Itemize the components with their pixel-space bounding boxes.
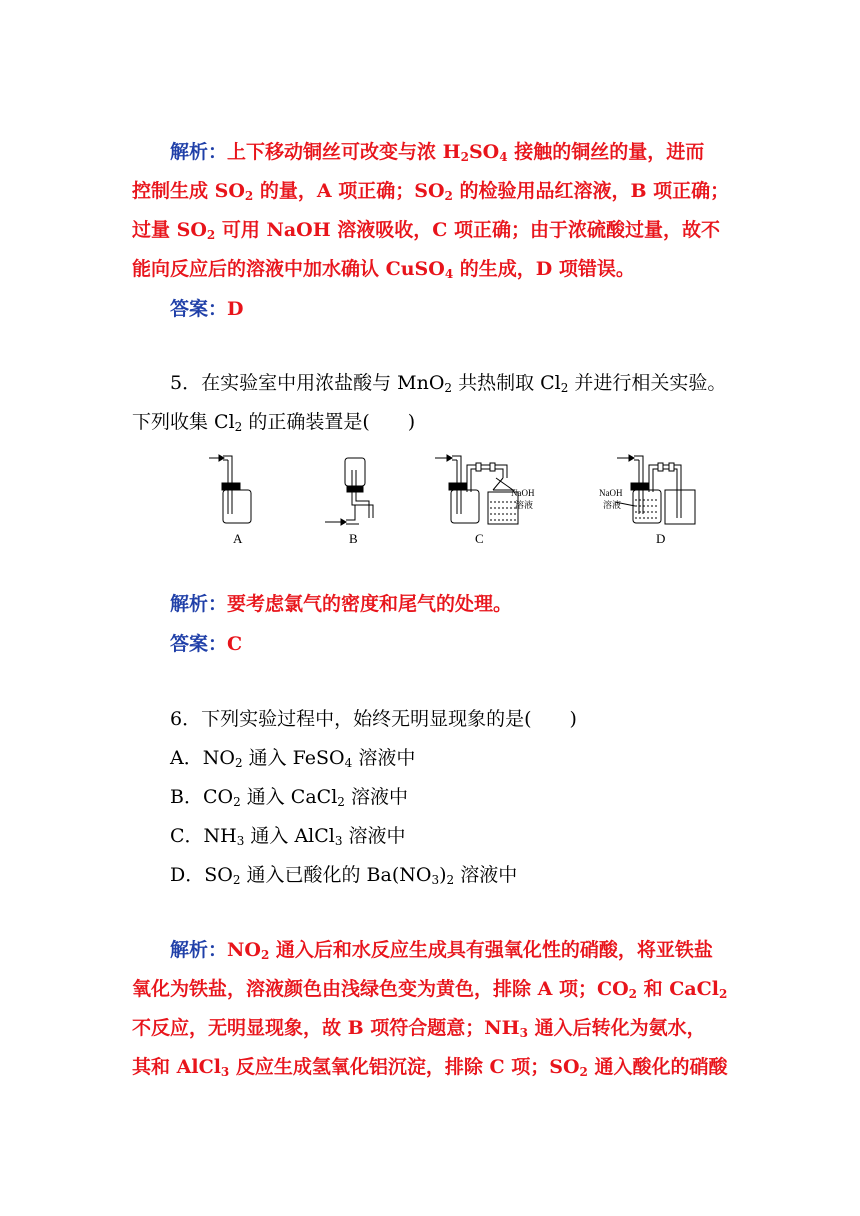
q6-analysis-line-3: 不反应，无明显现象，故 B 项符合题意；$NH_3$ 通入后转化为氨水，: [132, 1017, 706, 1040]
q4-answer-label: 答案：: [170, 298, 228, 320]
figure-label-a: A: [233, 531, 243, 546]
apparatus-d-solution-label: 溶液: [603, 500, 622, 510]
q6-stem: 6．下列实验过程中，始终无明显现象的是( ): [170, 708, 577, 730]
q4-answer-value: D: [227, 298, 244, 320]
q6-option-b: B．$CO_2$ 通入 CaCl$_2$ 溶液中: [170, 786, 408, 809]
q4-analysis-line-4: 能向反应后的溶液中加水确认 CuSO$_4$ 的生成，D 项错误。: [132, 258, 635, 281]
apparatus-d-naoh-label: NaOH: [599, 488, 623, 498]
figure-label-b: B: [349, 531, 358, 546]
apparatus-b: [325, 458, 373, 525]
q4-analysis-label: 解析：: [170, 141, 228, 163]
q4-analysis-line-3: 过量 $SO_2$ 可用 NaOH 溶液吸收，C 项正确；由于浓硫酸过量，故不: [132, 219, 721, 242]
q6-analysis-line-4: 其和 AlCl$_3$ 反应生成氢氧化铝沉淀，排除 C 项；$SO_2$ 通入酸化的硝酸: [132, 1056, 728, 1079]
q5-answer-value: C: [227, 633, 243, 655]
q5-analysis-label: 解析：: [170, 593, 228, 615]
apparatus-c-naoh-label: NaOH: [511, 488, 535, 498]
q6-analysis-line-1: 解析：$NO_2$ 通入后和水反应生成具有强氧化性的硝酸，将亚铁盐: [170, 939, 713, 962]
q6-analysis-label: 解析：: [170, 939, 228, 961]
apparatus-a: [209, 455, 251, 523]
q5-stem-line-2: 下列收集 $Cl_2$ 的正确装置是( ): [132, 411, 416, 434]
apparatus-d: [615, 455, 695, 524]
gas-collection-apparatus-figure: [195, 450, 715, 550]
q6-option-d: D．$SO_2$ 通入已酸化的 $Ba(NO_3)_2$ 溶液中: [170, 864, 518, 887]
q5-analysis: 解析：要考虑氯气的密度和尾气的处理。: [170, 593, 513, 615]
q4-analysis-line-1: 解析：上下移动铜丝可改变与浓 $H_2SO_4$ 接触的铜丝的量，进而: [170, 141, 705, 164]
q4-answer: [170, 297, 244, 321]
figure-label-d: D: [656, 531, 666, 546]
q4-analysis-line-2: 控制生成 $SO_2$ 的量，A 项正确；$SO_2$ 的检验用品红溶液，B 项正确；: [132, 180, 730, 203]
apparatus-c-solution-label: 溶液: [515, 500, 534, 510]
q5-answer-label: 答案：: [170, 633, 228, 655]
q5-stem-line-1: 5．在实验室中用浓盐酸与 MnO$_2$ 共热制取 $Cl_2$ 并进行相关实验。: [170, 372, 727, 395]
q5-answer: [170, 632, 242, 656]
q6-analysis-line-2: 氧化为铁盐，溶液颜色由浅绿色变为黄色，排除 A 项；$CO_2$ 和 CaCl$_2$: [132, 978, 728, 1001]
q6-option-c: C．$NH_3$ 通入 AlCl$_3$ 溶液中: [170, 825, 406, 848]
apparatus-c: [435, 455, 518, 524]
q6-option-a: A．$NO_2$ 通入 FeSO$_4$ 溶液中: [170, 747, 416, 770]
figure-label-c: C: [475, 531, 484, 546]
